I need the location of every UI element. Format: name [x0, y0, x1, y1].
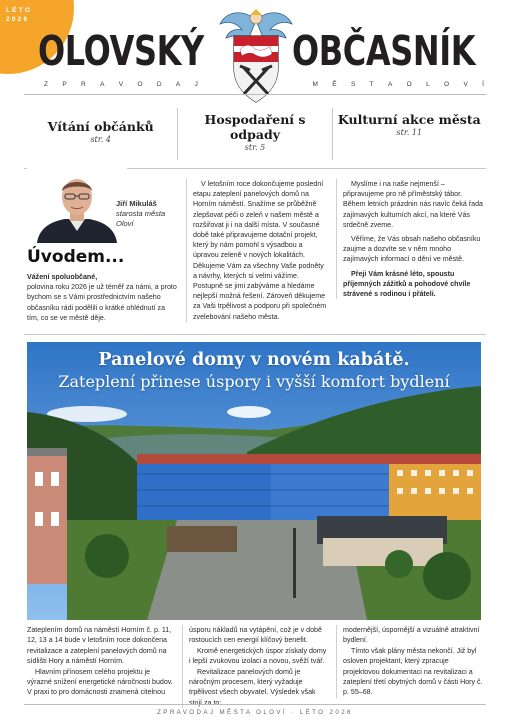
feature-subheadline: Zateplení přinese úspory i vyšší komfort bydlení [58, 372, 450, 391]
masthead-title-right: OBČASNÍK [292, 27, 476, 75]
season-badge-text [6, 6, 46, 24]
feature-headline: Panelové domy v novém kabátě. [98, 350, 410, 370]
subtitle-gap [212, 81, 300, 88]
mayor-portrait [27, 165, 127, 243]
article-text: Hlavním přínosem celého projektu je výrazné snížení energetické náročnosti budov. V praxi to pro domácnosti znamená citelnou [27, 667, 173, 697]
intro-greeting: Vážení spoluobčané, [27, 273, 98, 281]
teaser-kultura[interactable] [333, 108, 486, 160]
subtitle-letter: D [156, 81, 164, 88]
intro-column-3 [336, 179, 486, 299]
divider [24, 94, 486, 95]
article-column-2 [182, 625, 328, 708]
subtitle-letter: O [137, 81, 145, 88]
intro-closing: Přeji Vám krásné léto, spoustu příjemných zážitků a pohodové chvíle strávené s rodinou i přáteli. [343, 269, 471, 299]
teaser-page: str. 11 [396, 128, 423, 137]
subtitle-letter: L [426, 81, 432, 88]
intro-text: Věříme, že Vás obsah našeho občasníku zaujme a dozvíte se v něm mnoho zajímavých informací o dění ve městě. [343, 235, 481, 264]
teaser-odpady[interactable] [178, 108, 332, 160]
feature-photo [27, 342, 481, 620]
author-role: starosta města Oloví [116, 209, 166, 228]
subtitle-letter: J [194, 81, 200, 88]
divider [24, 334, 486, 335]
subtitle-letter: M [312, 81, 320, 88]
town-crest-icon [216, 6, 296, 106]
intro-text: Myslíme i na naše nejmenší – připravujeme pro ně příměstský tábor. Během letních prázdnin nás navíc čeká řada zajímavých kulturních akcí, na které Vás srdečně zveme. [343, 180, 483, 229]
teaser-title: Hospodaření s odpady [204, 112, 306, 142]
subtitle-letter: V [463, 81, 470, 88]
subtitle-letter: A [175, 81, 183, 88]
intro-heading: Úvodem... [27, 247, 125, 267]
article-text: Zateplením domů na náměstí Horním č. p. 11, 12, 13 a 14 bude v letošním roce dokončena revitalizace a zateplení panelových domů na sídlišti Hory a náměstí Horním. [27, 626, 172, 666]
page-footer: ZPRAVODAJ MĚSTA OLOVÍ · LÉTO 2026 [24, 704, 486, 716]
subtitle-letter: Z [44, 81, 50, 88]
season-year: 2026 [6, 16, 30, 23]
subtitle-letter: O [406, 81, 414, 88]
author-name: Jiří Mikuláš [116, 199, 157, 208]
subtitle-letter: P [62, 81, 69, 88]
season-label: LÉTO [6, 7, 33, 14]
subtitle-letter: S [350, 81, 358, 88]
masthead-subtitle [0, 81, 510, 88]
article-text: Tímto však plány města nekončí. Již byl osloven projektant, který zpracuje projektovou dokumentaci na revitalizaci a zateplení třetí obytných domů v části Hory č. p. 55–68. [343, 646, 483, 697]
teaser-vitani[interactable] [24, 108, 178, 160]
article-text: modernější, úspornější a vizuálně atraktivní bydlení. [343, 626, 480, 645]
article-text: Revitalizace panelových domů je náročným procesem, který vyžaduje trpělivost všech obyvatel. Výsledek však stojí za to: [189, 667, 316, 707]
teaser-row [24, 108, 486, 160]
subtitle-letter: Ě [332, 81, 339, 88]
teaser-title: Vítání občánků [47, 119, 154, 134]
teaser-title: Kulturní akce města [337, 112, 481, 127]
subtitle-letter: A [100, 81, 107, 88]
intro-text: V letošním roce dokončujeme poslední etapu zateplení panelových domů na Horním náměstí. Snažíme se průběžně zlepšovat péči o zeleň v našem městě a rozšiřovat ji i na další místa. V současné době také připravujeme dotační projekt, který by nám pomohl s výsadbou a úpravou zeleně v nových lokalitách. Děkujeme Vám za všechny Vaše podněty a návrhy, kterých si velmi vážíme. Postupně se jimi zabýváme a hledáme nejlepší možná řešení. Zároveň děkujeme za Vaši trpělivost a podporu při společném zvelebování našeho města. [193, 180, 327, 321]
article-text: Kromě energetických úspor získaly domy i lepší zvukovou izolaci a novou, svěží tvář. [189, 646, 327, 666]
subtitle-letter: O [444, 81, 452, 88]
subtitle-letter: Í [482, 81, 486, 88]
subtitle-letter: A [387, 81, 395, 88]
intro-column-2 [186, 179, 328, 322]
intro-column-1 [27, 272, 177, 323]
teaser-page: str. 5 [244, 143, 266, 152]
article-column-1 [27, 625, 173, 698]
subtitle-letter: T [369, 81, 376, 88]
article-text: úsporu nákladů na vytápění, což je v době rostoucích cen energií klíčový benefit. [189, 626, 322, 645]
subtitle-letter: V [118, 81, 126, 88]
masthead-title-left: OLOVSKÝ [38, 27, 204, 75]
teaser-page: str. 4 [90, 135, 111, 144]
subtitle-letter: R [81, 81, 88, 88]
intro-text: polovina roku 2026 je už téměř za námi, a proto bychom se s Vámi prostřednictvím našeho občasníku rádi podělili o krátké ohlédnutí za tím, co se ve městě děje. [27, 283, 177, 322]
author-caption [116, 199, 180, 229]
article-column-3 [336, 625, 486, 698]
